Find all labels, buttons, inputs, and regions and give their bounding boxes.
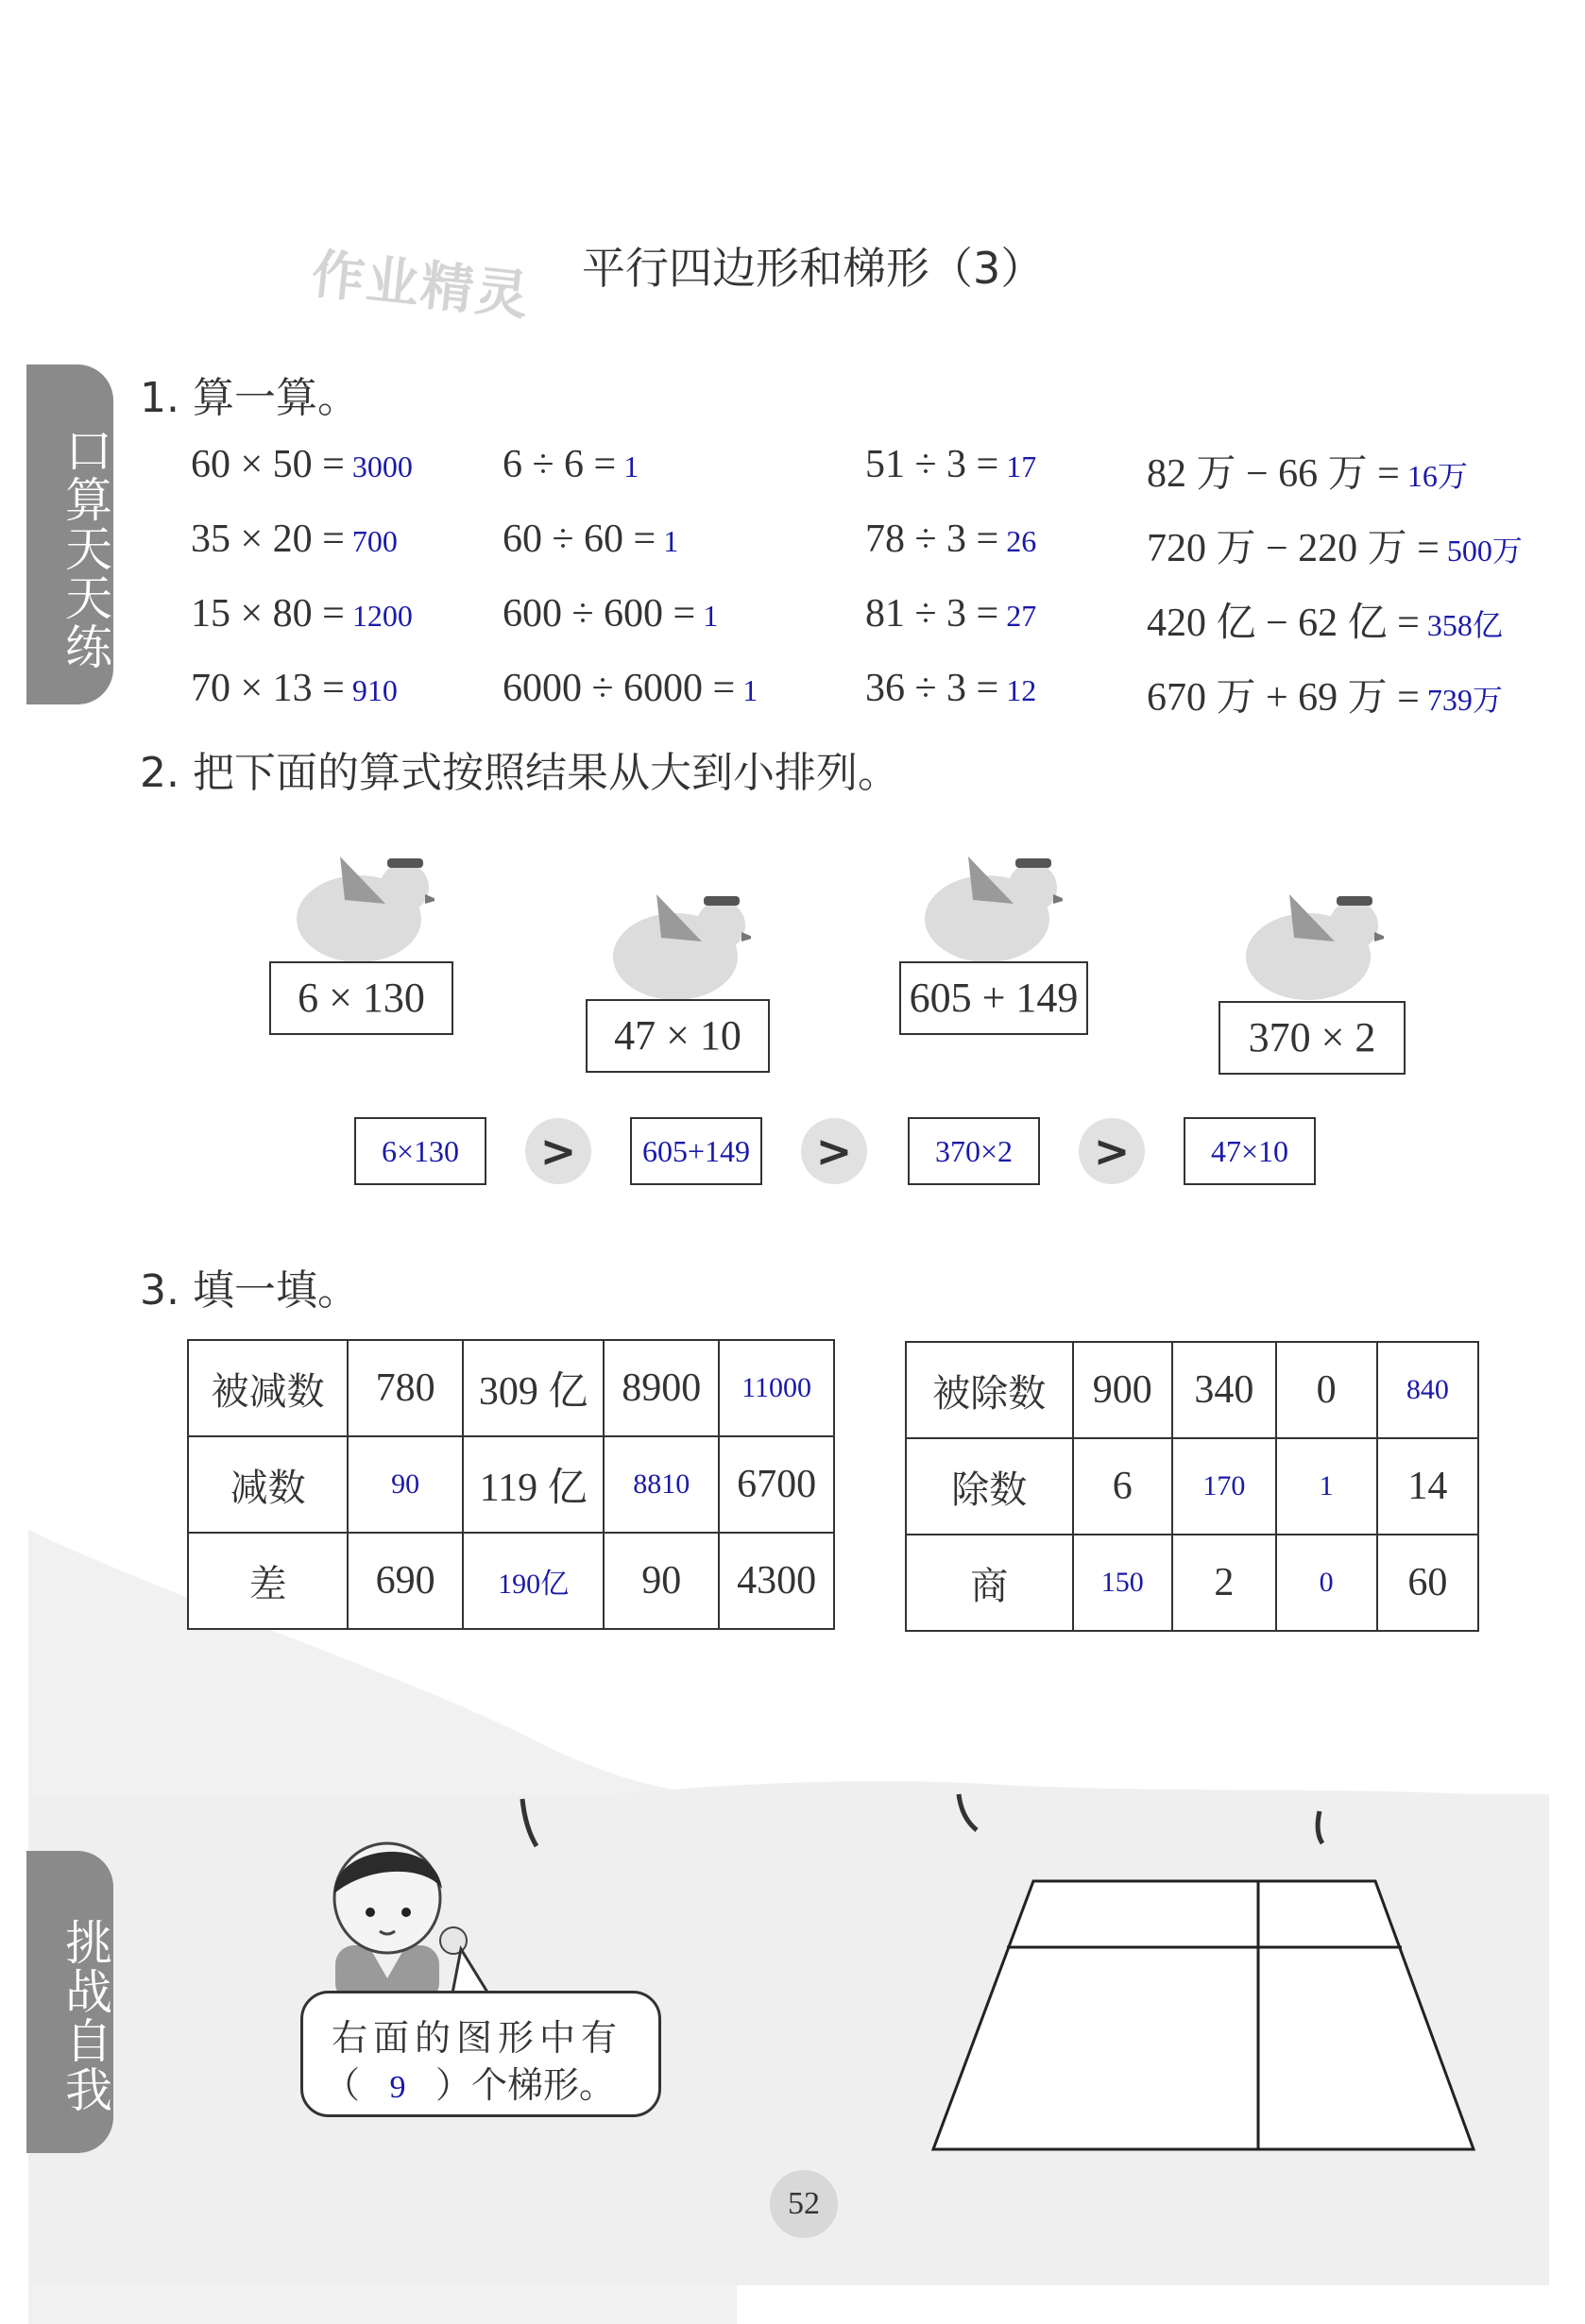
table-cell: 90: [604, 1533, 719, 1629]
watermark: 作业精灵: [308, 244, 534, 328]
q3-heading: 3. 填一填。: [140, 1266, 359, 1315]
calc-item: [865, 666, 1036, 711]
calc-expression: 60 × 50 =: [191, 443, 345, 486]
bird-icon: [912, 845, 1063, 968]
calc-answer[interactable]: 500万: [1446, 534, 1523, 568]
page-title: 平行四边形和梯形（3）: [582, 243, 1045, 294]
order-answer-box[interactable]: 605+149: [630, 1117, 762, 1185]
calc-answer[interactable]: 358亿: [1426, 608, 1503, 642]
expression-card: 6 × 130: [269, 961, 453, 1035]
calc-expression: 82 万 − 66 万 =: [1147, 452, 1400, 496]
table-cell-answer[interactable]: 150: [1073, 1535, 1173, 1631]
greater-than-sign: >: [1079, 1118, 1145, 1184]
calc-item: [865, 517, 1036, 562]
subtraction-table: [187, 1339, 835, 1630]
calc-item: [1147, 517, 1523, 573]
table-cell: 被减数: [188, 1340, 348, 1436]
table-cell: 差: [188, 1533, 348, 1629]
order-answer-box[interactable]: 47×10: [1184, 1117, 1316, 1185]
table-cell: 被除数: [906, 1342, 1073, 1438]
tab-challenge-label: 挑战自我: [58, 1918, 112, 2114]
table-cell: 6700: [719, 1436, 834, 1533]
page-number: 52: [770, 2170, 838, 2238]
order-answer-box[interactable]: 370×2: [908, 1117, 1040, 1185]
greater-than-sign: >: [525, 1118, 591, 1184]
table-cell: 商: [906, 1535, 1073, 1631]
table-cell: 2: [1172, 1535, 1276, 1631]
calc-item: [191, 591, 413, 636]
calc-item: [503, 666, 758, 711]
calc-expression: 60 ÷ 60 =: [503, 517, 656, 561]
calc-expression: 6 ÷ 6 =: [503, 443, 617, 486]
calc-expression: 600 ÷ 600 =: [503, 592, 696, 636]
calc-expression: 81 ÷ 3 =: [865, 592, 999, 636]
calc-answer[interactable]: 3000: [351, 450, 413, 483]
q2-heading: 2. 把下面的算式按照结果从大到小排列。: [140, 749, 899, 797]
calc-answer[interactable]: 1: [663, 524, 679, 558]
calc-item: [503, 442, 639, 487]
table-cell-answer[interactable]: 840: [1377, 1342, 1478, 1438]
expression-card: 370 × 2: [1219, 1001, 1406, 1075]
bubble-line-1: 右面的图形中有: [332, 2017, 623, 2059]
bird-icon: [283, 845, 435, 968]
table-cell: 除数: [906, 1438, 1073, 1535]
division-table: [905, 1341, 1479, 1632]
table-cell: 690: [348, 1533, 463, 1629]
table-cell: 14: [1377, 1438, 1478, 1535]
bird-icon: [1233, 883, 1384, 1006]
table-cell-answer[interactable]: 1: [1276, 1438, 1377, 1535]
calc-answer[interactable]: 26: [1006, 524, 1037, 558]
calc-item: [1147, 442, 1468, 499]
table-cell: 900: [1073, 1342, 1173, 1438]
table-cell: 8900: [604, 1340, 719, 1436]
tab-daily-label: 口算天天练: [58, 426, 112, 671]
table-cell-answer[interactable]: 190亿: [463, 1533, 605, 1629]
calc-answer[interactable]: 12: [1006, 673, 1037, 707]
expression-card: 605 + 149: [899, 961, 1088, 1035]
calc-expression: 15 × 80 =: [191, 592, 345, 636]
table-cell-answer[interactable]: 11000: [719, 1340, 834, 1436]
calc-answer[interactable]: 17: [1006, 450, 1037, 483]
bird-icon: [600, 883, 751, 1006]
trapezoid-count-answer[interactable]: 9: [389, 2070, 406, 2105]
calc-item: [865, 442, 1036, 487]
table-cell-answer[interactable]: 8810: [604, 1436, 719, 1533]
calc-item: [191, 517, 398, 562]
calc-item: [503, 517, 678, 562]
table-cell: 4300: [719, 1533, 834, 1629]
calc-answer[interactable]: 1: [703, 599, 719, 633]
calc-answer[interactable]: 700: [351, 524, 398, 558]
greater-than-sign: >: [801, 1118, 867, 1184]
calc-answer[interactable]: 1200: [351, 599, 413, 633]
calc-item: [503, 591, 718, 636]
table-cell: 119 亿: [463, 1436, 605, 1533]
table-cell-answer[interactable]: 0: [1276, 1535, 1377, 1631]
speech-bubble: [300, 1991, 661, 2117]
calc-answer[interactable]: 27: [1006, 599, 1037, 633]
calc-expression: 420 亿 − 62 亿 =: [1147, 602, 1420, 645]
calc-answer[interactable]: 16万: [1406, 459, 1468, 493]
trapezoid-figure: [916, 1870, 1483, 2181]
tab-daily-practice: [26, 365, 113, 704]
calc-expression: 70 × 13 =: [191, 667, 345, 710]
calc-expression: 51 ÷ 3 =: [865, 443, 999, 486]
table-cell: 780: [348, 1340, 463, 1436]
calc-expression: 670 万 + 69 万 =: [1147, 676, 1420, 720]
table-cell: 6: [1073, 1438, 1173, 1535]
table-cell: 309 亿: [463, 1340, 605, 1436]
table-cell: 减数: [188, 1436, 348, 1533]
table-cell: 0: [1276, 1342, 1377, 1438]
calc-expression: 36 ÷ 3 =: [865, 667, 999, 710]
order-answer-box[interactable]: 6×130: [354, 1117, 486, 1185]
q1-heading: 1. 算一算。: [140, 374, 359, 422]
bubble-line-2-end: ）个梯形。: [435, 2064, 616, 2106]
tab-challenge: [26, 1851, 113, 2153]
expression-card: 47 × 10: [586, 999, 770, 1073]
table-cell-answer[interactable]: 90: [348, 1436, 463, 1533]
calc-item: [191, 666, 398, 711]
calc-answer[interactable]: 910: [351, 673, 398, 707]
calc-answer[interactable]: 1: [623, 450, 639, 483]
table-cell-answer[interactable]: 170: [1172, 1438, 1276, 1535]
bubble-line-2: [324, 2056, 615, 2108]
calc-answer[interactable]: 1: [742, 673, 758, 707]
calc-item: [1147, 666, 1503, 722]
table-cell: 340: [1172, 1342, 1276, 1438]
calc-expression: 6000 ÷ 6000 =: [503, 667, 736, 710]
calc-answer[interactable]: 739万: [1426, 683, 1503, 717]
table-cell: 60: [1377, 1535, 1478, 1631]
paren-open: （: [324, 2064, 361, 2106]
calc-item: [1147, 591, 1503, 648]
calc-item: [865, 591, 1036, 636]
calc-expression: 720 万 − 220 万 =: [1147, 527, 1440, 570]
calc-item: [191, 442, 413, 487]
calc-expression: 35 × 20 =: [191, 517, 345, 561]
calc-expression: 78 ÷ 3 =: [865, 517, 999, 561]
